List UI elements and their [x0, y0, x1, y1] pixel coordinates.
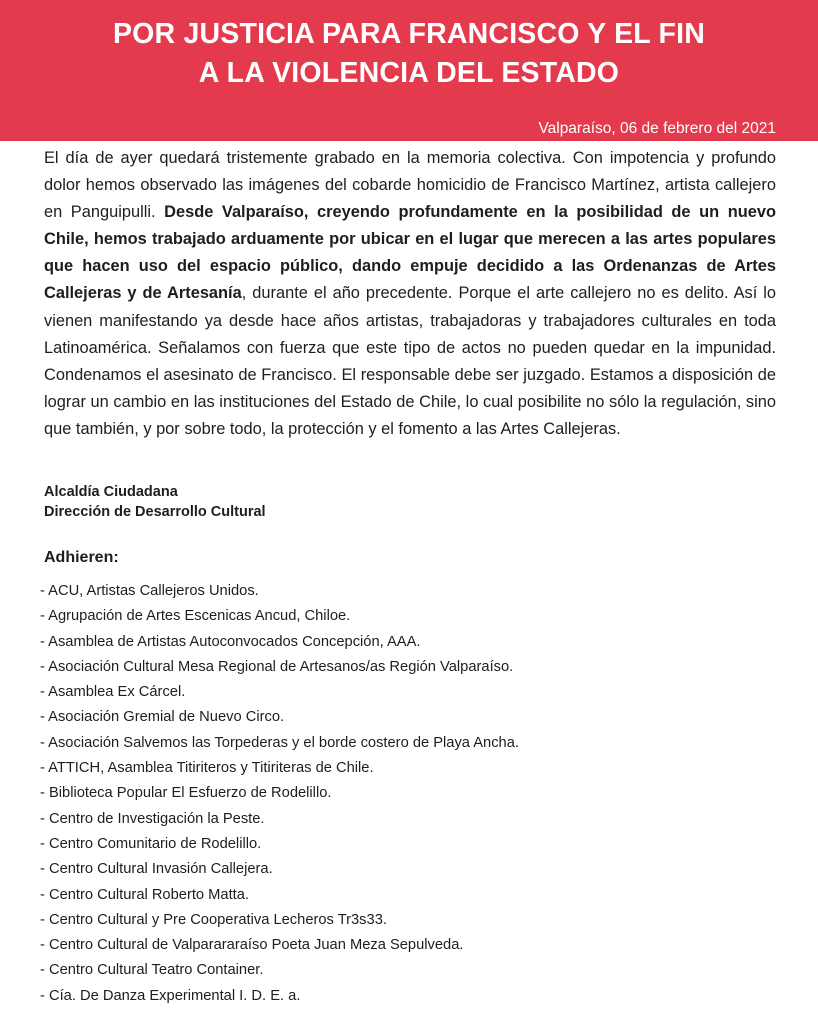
statement-paragraph [44, 145, 776, 443]
list-item: - Centro de Investigación la Peste. [40, 810, 265, 827]
page-title [0, 15, 818, 93]
signature-line-2: Dirección de Desarrollo Cultural [44, 504, 266, 520]
list-item: - Asociación Salvemos las Torpederas y el borde costero de Playa Ancha. [40, 734, 519, 751]
list-item: - ATTICH, Asamblea Titiriteros y Titiriteras de Chile. [40, 760, 374, 777]
list-item: - Centro Cultural Roberto Matta. [40, 886, 249, 903]
list-item: - Centro Cultural Teatro Container. [40, 962, 264, 979]
list-item: - Centro Comunitario de Rodelillo. [40, 835, 262, 852]
list-item: - Asamblea de Artistas Autoconvocados Concepción, AAA. [40, 633, 421, 650]
list-item: - Asociación Cultural Mesa Regional de Artesanos/as Región Valparaíso. [40, 658, 514, 675]
list-item: - Cía. De Danza Experimental I. D. E. a. [40, 987, 301, 1004]
list-item: - Agrupación de Artes Escenicas Ancud, Chiloe. [40, 608, 351, 625]
list-item: - Asociación Gremial de Nuevo Circo. [40, 709, 285, 726]
list-item: - Centro Cultural Invasión Callejera. [40, 861, 273, 878]
adherents-list [40, 579, 519, 1009]
list-item: - Centro Cultural de Valparararaíso Poeta Juan Meza Sepulveda. [40, 937, 464, 954]
adherents-heading: Adhieren: [44, 549, 119, 566]
title-line-1: POR JUSTICIA PARA FRANCISCO Y EL FIN [112, 18, 706, 50]
signature-block [44, 482, 266, 522]
header-banner [0, 0, 818, 141]
signature-line-1: Alcaldía Ciudadana [44, 484, 178, 500]
statement-text-1: El día de ayer quedará tristemente grabado en la memoria colectiva. Con impotencia y profundo dolor hemos observado las imágenes del cobarde homicidio de Francisco Martínez, artista callejero en Panguipulli. [44, 149, 776, 222]
list-item: - ACU, Artistas Callejeros Unidos. [40, 583, 259, 599]
statement-bold-text: Desde Valparaíso, creyendo profundamente en la posibilidad de un nuevo Chile, hemos trabajado arduamente por ubicar en el lugar que merecen a las artes populares que hacen uso del espacio público, dando empuje decidido a las Ordenanzas de Artes Callejeras y de Artesanía [44, 203, 776, 303]
statement-text-2: , durante el año precedente. Porque el arte callejero no es delito. Así lo vienen manifestando ya desde hace años artistas, trabajadoras y trabajadores culturales en toda Latinoamérica. Señalamos con fuerza que este tipo de actos no pueden quedar en la impunidad. Condenamos el asesinato de Francisco. El responsable debe ser juzgado. Estamos a disposición de lograr un cambio en las instituciones del Estado de Chile, lo cual posibilite no sólo la regulación, sino que también, y por sobre todo, la protección y el fomento a las Artes Callejeras. [44, 284, 776, 438]
date-line: Valparaíso, 06 de febrero del 2021 [538, 120, 776, 137]
list-item: - Biblioteca Popular El Esfuerzo de Rodelillo. [40, 785, 332, 802]
list-item: - Centro Cultural y Pre Cooperativa Lecheros Tr3s33. [40, 911, 387, 928]
title-line-2: A LA VIOLENCIA DEL ESTADO [198, 57, 620, 89]
list-item: - Asamblea Ex Cárcel. [40, 684, 186, 701]
